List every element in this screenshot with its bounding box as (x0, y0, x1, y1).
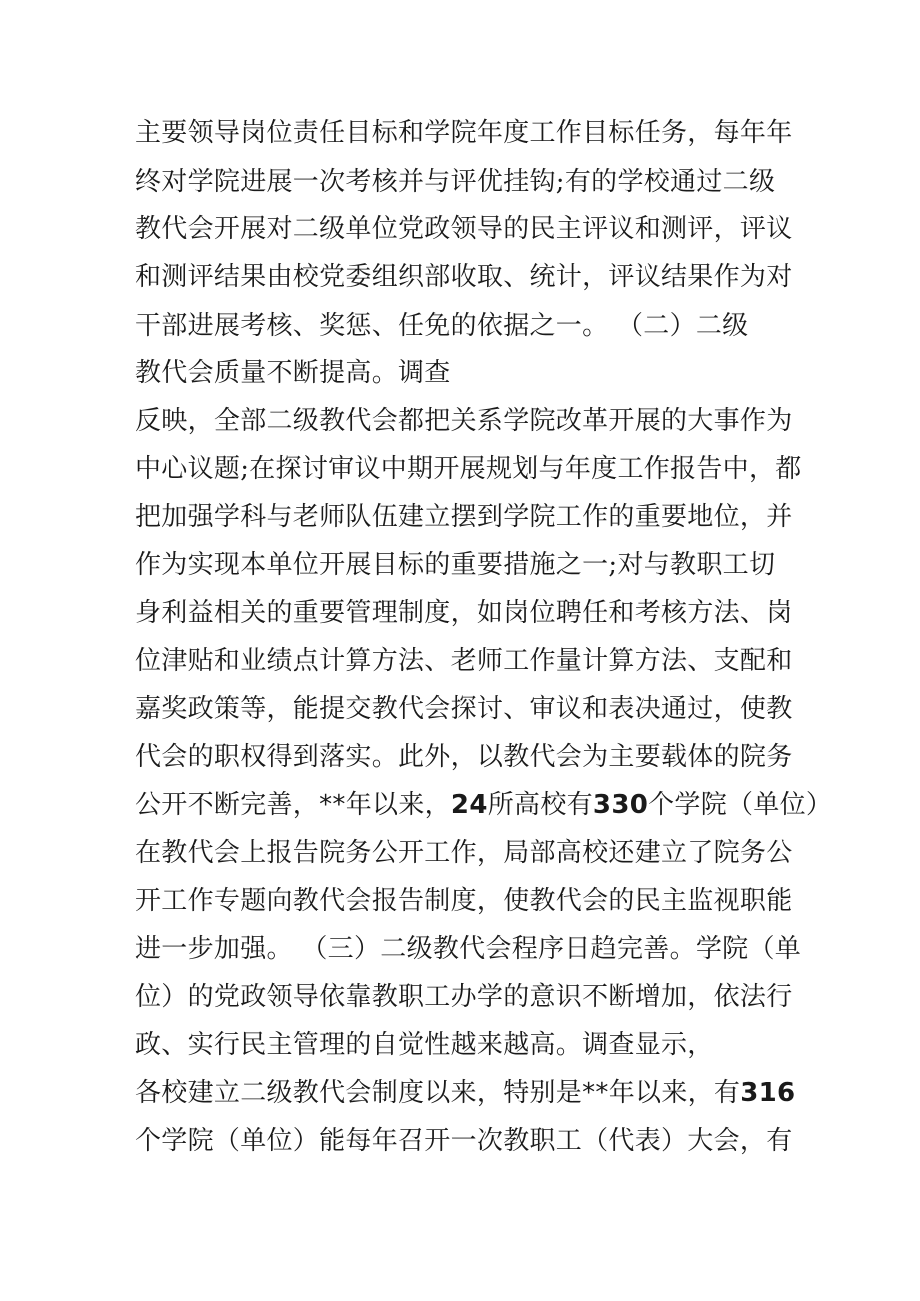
text-line-8: 中心议题;在探讨审议中期开展规划与年度工作报告中，都 (135, 454, 802, 484)
text-line-1: 主要领导岗位责任目标和学院年度工作目标任务，每年年 (135, 118, 793, 148)
line-21-asterisks: ** (582, 1078, 609, 1108)
text-line-18: 进一步加强。 （三）二级教代会程序日趋完善。学院（单 (135, 934, 802, 964)
line-15-asterisks: ** (319, 790, 346, 820)
text-line-11: 身利益相关的重要管理制度，如岗位聘任和考核方法、岗 (135, 598, 793, 628)
line-15-part-e: 所高校有 (487, 790, 593, 820)
text-line-3: 教代会开展对二级单位党政领导的民主评议和测评，评议 (135, 214, 793, 244)
text-line-2: 终对学院进展一次考核并与评优挂钩;有的学校通过二级 (135, 167, 776, 197)
text-line-9: 把加强学科与老师队伍建立摆到学院工作的重要地位，并 (135, 502, 793, 532)
line-15-part-a: 公开不断完善， (135, 790, 320, 820)
line-15-number-24: 24 (450, 790, 488, 820)
text-line-10: 作为实现本单位开展目标的重要措施之一;对与教职工切 (135, 550, 776, 580)
line-21-number-316: 316 (740, 1078, 796, 1108)
text-line-13: 嘉奖政策等，能提交教代会探讨、审议和表决通过，使教 (135, 694, 793, 724)
text-line-20: 政、实行民主管理的自觉性越来越高。调查显示， (135, 1030, 714, 1060)
text-line-19: 位）的党政领导依靠教职工办学的意识不断增加，依法行 (135, 982, 793, 1012)
line-21-part-c: 年以来，有 (608, 1078, 741, 1108)
line-21-part-a: 各校建立二级教代会制度以来，特别是 (135, 1078, 583, 1108)
text-line-4: 和测评结果由校党委组织部收取、统计，评议结果作为对 (135, 262, 793, 292)
line-15-number-330: 330 (592, 790, 649, 820)
line-15-part-g: 个学院（单位） (648, 790, 833, 820)
text-line-21 (135, 1076, 795, 1110)
text-line-22: 个学院（单位）能每年召开一次教职工（代表）大会，有 (135, 1126, 793, 1156)
text-line-17: 开工作专题向教代会报告制度，使教代会的民主监视职能 (135, 886, 793, 916)
text-line-6: 教代会质量不断提高。调查 (135, 358, 451, 388)
text-line-14: 代会的职权得到落实。此外，以教代会为主要载体的院务 (135, 742, 793, 772)
text-line-5: 干部进展考核、奖惩、任免的依据之一。 （二）二级 (135, 311, 749, 341)
text-line-7: 反映，全部二级教代会都把关系学院改革开展的大事作为 (135, 406, 793, 436)
text-line-15 (135, 788, 832, 822)
text-line-16: 在教代会上报告院务公开工作，局部高校还建立了院务公 (135, 838, 793, 868)
line-15-part-c: 年以来， (345, 790, 451, 820)
text-line-12: 位津贴和业绩点计算方法、老师工作量计算方法、支配和 (135, 646, 793, 676)
